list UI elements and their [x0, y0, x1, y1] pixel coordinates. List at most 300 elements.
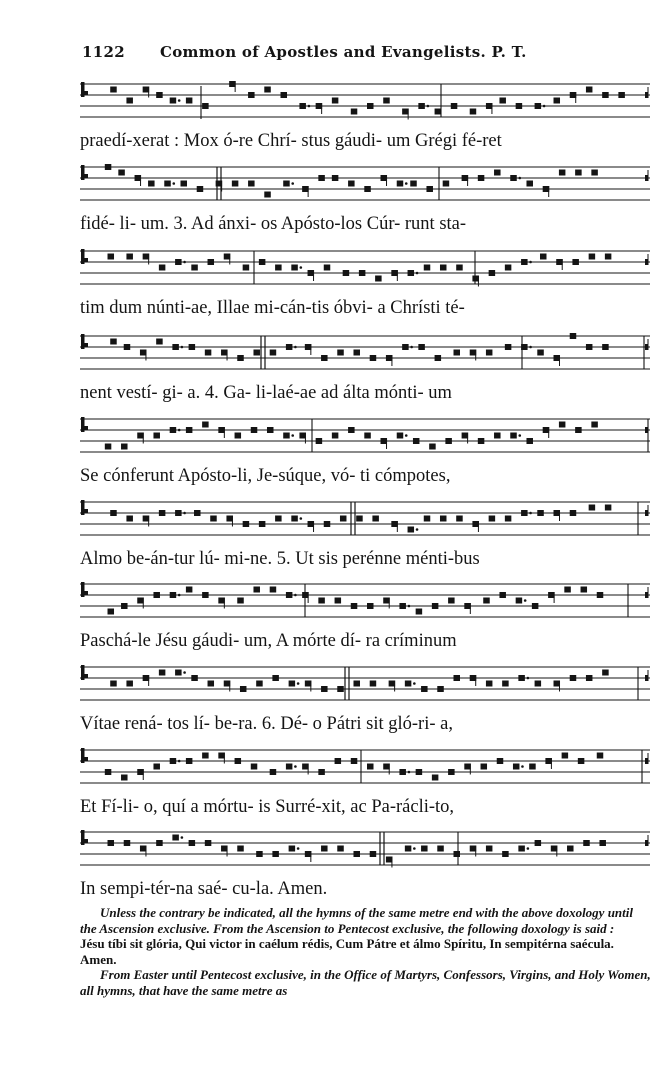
neume	[424, 516, 431, 522]
neume	[153, 592, 160, 598]
neume	[156, 840, 163, 846]
neume	[359, 270, 366, 276]
neume	[499, 592, 506, 598]
neume	[618, 92, 625, 98]
neume	[597, 753, 604, 759]
neume	[248, 92, 255, 98]
neume	[535, 103, 542, 109]
neume	[453, 675, 460, 681]
neume	[243, 265, 250, 271]
neume	[124, 344, 131, 350]
neume	[164, 181, 171, 187]
neume	[286, 344, 293, 350]
neume	[348, 181, 355, 187]
neume	[408, 270, 415, 276]
neume	[318, 175, 325, 181]
neume	[340, 516, 347, 522]
neume	[445, 438, 452, 444]
lyrics-line: In sempi-tér-na saé- cu-la. Amen.	[80, 879, 328, 899]
mora-dot	[178, 760, 181, 763]
neume	[110, 87, 117, 93]
neume	[289, 681, 296, 687]
lyrics-line: fidé- li- um. 3. Ad ánxi- os Apósto-los Cúr- runt sta-	[80, 214, 467, 234]
c-clef-icon	[81, 165, 85, 180]
neume	[364, 186, 371, 192]
c-clef-icon	[81, 665, 85, 680]
neume	[159, 670, 166, 676]
neume	[186, 758, 193, 764]
neume	[253, 587, 259, 593]
neume	[540, 254, 547, 260]
neume	[270, 587, 277, 593]
neume	[343, 270, 350, 276]
neume	[324, 521, 331, 527]
mora-dot	[172, 182, 175, 185]
mora-dot	[410, 346, 413, 349]
neume	[275, 516, 282, 522]
neume	[586, 87, 593, 93]
neume	[502, 851, 509, 857]
neume	[499, 98, 506, 104]
neume	[478, 175, 485, 181]
mora-dot	[543, 105, 546, 108]
neume	[586, 675, 593, 681]
rubric-paragraph-2: From Easter until Pentecost exclusive, in the Office of Martyrs, Confessors, Virgins, and Holy Women, all hymns, that have the same metre as	[80, 967, 651, 998]
neume	[602, 92, 609, 98]
neume	[448, 769, 455, 775]
neume	[205, 840, 212, 846]
neume	[413, 438, 420, 444]
neume	[240, 686, 247, 692]
neume	[510, 433, 516, 439]
mora-dot	[413, 847, 416, 850]
neume	[486, 350, 493, 356]
neume	[332, 433, 339, 439]
mora-dot	[518, 434, 521, 437]
neume	[264, 87, 271, 93]
neume	[402, 344, 409, 350]
neume	[416, 609, 423, 615]
neume	[367, 103, 374, 109]
neume	[489, 270, 496, 276]
page-number: 1122	[82, 43, 125, 61]
neume	[335, 598, 342, 604]
neume	[121, 603, 128, 609]
neume	[321, 686, 328, 692]
mora-dot	[294, 346, 297, 349]
neume	[126, 516, 133, 522]
lyrics-line: Se cónferunt Apósto-li, Je-súque, vó- ti cómpotes,	[80, 466, 451, 486]
neume	[289, 846, 296, 852]
neume	[110, 339, 117, 345]
neume	[170, 758, 177, 764]
chant-staff	[80, 328, 650, 380]
c-clef-icon	[81, 500, 85, 515]
mora-dot	[405, 182, 408, 185]
neume	[170, 427, 177, 433]
neume	[532, 603, 539, 609]
neume	[451, 103, 458, 109]
c-clef-icon	[84, 174, 88, 178]
mora-dot	[300, 517, 303, 520]
neume	[202, 592, 209, 598]
neume	[270, 769, 277, 775]
chant-system-4	[80, 328, 650, 408]
neume	[370, 681, 377, 687]
neume	[189, 344, 196, 350]
neume	[570, 675, 577, 681]
neume	[105, 164, 112, 170]
neume	[124, 840, 131, 846]
chant-staff	[80, 159, 650, 211]
neume	[153, 433, 160, 439]
mora-dot	[181, 836, 184, 839]
mora-dot	[291, 434, 294, 437]
neume	[121, 775, 128, 781]
neume	[470, 109, 477, 115]
c-clef-icon	[81, 830, 85, 845]
neume	[599, 840, 606, 846]
neume	[110, 510, 117, 516]
neume	[237, 598, 244, 604]
mora-dot	[181, 346, 184, 349]
neume	[526, 438, 533, 444]
neume	[559, 170, 566, 176]
neume	[121, 444, 128, 450]
neume	[435, 355, 442, 361]
neume	[397, 181, 404, 187]
chant-system-6	[80, 494, 650, 574]
neume	[256, 681, 263, 687]
neume	[478, 438, 485, 444]
neume	[578, 758, 585, 764]
neume	[156, 92, 163, 98]
chant-system-3	[80, 243, 650, 323]
neume	[554, 98, 561, 104]
neume	[105, 444, 112, 450]
neume	[605, 254, 612, 260]
neume	[535, 681, 542, 687]
neume	[108, 254, 115, 260]
neume	[172, 835, 179, 841]
neume	[283, 433, 290, 439]
neume	[194, 510, 201, 516]
neume	[259, 521, 266, 527]
neume	[126, 98, 133, 104]
neume	[170, 98, 177, 104]
neume	[324, 265, 331, 271]
lyrics-line: Paschá-le Jésu gáudi- um, A mórte dí- ra críminum	[80, 631, 457, 651]
neume	[321, 846, 328, 852]
neume	[318, 769, 325, 775]
neume	[259, 259, 266, 265]
neume	[529, 764, 536, 770]
neume	[275, 265, 282, 271]
neume	[197, 186, 204, 192]
mora-dot	[183, 512, 186, 515]
neume	[448, 598, 455, 604]
neume	[291, 265, 298, 271]
neume	[518, 846, 525, 852]
neume	[516, 598, 523, 604]
chant-system-9	[80, 742, 650, 822]
chant-system-5	[80, 411, 650, 491]
neume	[570, 510, 577, 516]
neume	[432, 603, 439, 609]
neume	[237, 846, 244, 852]
neume	[153, 764, 160, 770]
neume	[516, 103, 523, 109]
mora-dot	[183, 671, 186, 674]
mora-dot	[527, 677, 530, 680]
mora-dot	[294, 594, 297, 597]
c-clef-icon	[81, 417, 85, 432]
lyrics-line: Almo be-án-tur lú- mi-ne. 5. Ut sis perénne ménti-bus	[80, 549, 480, 569]
neume	[399, 603, 406, 609]
neume	[291, 516, 298, 522]
neume	[583, 840, 590, 846]
mora-dot	[416, 272, 419, 275]
neume	[418, 344, 425, 350]
mora-dot	[427, 105, 430, 108]
neume	[602, 344, 609, 350]
neume	[237, 355, 244, 361]
neume	[272, 675, 279, 681]
neume	[453, 350, 460, 356]
chant-system-10	[80, 824, 650, 904]
c-clef-icon	[84, 343, 88, 347]
neume	[235, 433, 242, 439]
mora-dot	[291, 182, 294, 185]
neume	[186, 587, 193, 593]
chant-system-2	[80, 159, 650, 239]
c-clef-icon	[81, 334, 85, 349]
neume	[510, 175, 516, 181]
neume	[251, 764, 257, 770]
mora-dot	[297, 847, 300, 850]
neume	[437, 846, 444, 852]
mora-dot	[178, 429, 181, 432]
neume	[537, 510, 544, 516]
neume	[267, 427, 274, 433]
neume	[248, 181, 255, 187]
neume	[270, 350, 277, 356]
neume	[494, 170, 501, 176]
chant-staff	[80, 576, 650, 628]
neume	[205, 350, 212, 356]
neume	[356, 516, 363, 522]
chant-staff	[80, 494, 650, 546]
neume	[253, 350, 259, 356]
mora-dot	[529, 512, 532, 515]
lyrics-line: nent vestí- gi- a. 4. Ga- li-laé-ae ad álta mónti- um	[80, 383, 452, 403]
neume	[189, 840, 196, 846]
c-clef-icon	[84, 426, 88, 430]
neume	[435, 109, 442, 115]
neume	[191, 265, 198, 271]
neume	[208, 681, 215, 687]
neume	[286, 592, 293, 598]
neume	[537, 350, 544, 356]
neume	[235, 758, 242, 764]
neume	[502, 681, 509, 687]
lyrics-line: Et Fí-li- o, quí a mórtu- is Surré-xit, ac Pa-rácli-to,	[80, 797, 455, 817]
neume	[589, 505, 596, 511]
neume	[370, 851, 377, 857]
neume	[564, 587, 571, 593]
neume	[483, 598, 490, 604]
neume	[591, 170, 598, 176]
mora-dot	[178, 99, 181, 102]
neume	[332, 98, 339, 104]
neume	[367, 764, 374, 770]
neume	[372, 516, 379, 522]
c-clef-icon	[81, 249, 85, 264]
neume	[299, 103, 306, 109]
neume	[489, 516, 496, 522]
chant-system-1	[80, 76, 650, 156]
lyrics-line: praedí-xerat : Mox ó-re Chrí- stus gáudi- um Grégi fé-ret	[80, 131, 502, 151]
neume	[591, 422, 598, 428]
c-clef-icon	[84, 509, 88, 513]
neume	[264, 192, 271, 198]
neume	[575, 170, 582, 176]
neume	[272, 851, 279, 857]
c-clef-icon	[84, 591, 88, 595]
neume	[353, 350, 360, 356]
neume	[602, 670, 609, 676]
neume	[367, 603, 374, 609]
lyrics-line: Vítae rená- tos lí- be-ra. 6. Dé- o Pátri sit gló-ri- a,	[80, 714, 453, 734]
mora-dot	[413, 682, 416, 685]
c-clef-icon	[84, 757, 88, 761]
neume	[432, 775, 439, 781]
neume	[159, 265, 166, 271]
mora-dot	[524, 599, 527, 602]
chant-staff	[80, 742, 650, 794]
neume	[351, 109, 358, 115]
neume	[170, 592, 177, 598]
c-clef-icon	[81, 582, 85, 597]
doxology-text: Jésu tíbi sit glória, Qui victor in caélum rédis, Cum Pátre et álmo Spíritu, In sempitérna saécula. Amen.	[80, 936, 614, 967]
neume	[397, 433, 404, 439]
neume	[575, 427, 582, 433]
neume	[348, 427, 355, 433]
chant-staff	[80, 411, 650, 463]
chant-staff	[80, 243, 650, 295]
neume	[337, 686, 344, 692]
neume	[364, 433, 371, 439]
neume	[108, 609, 115, 615]
neume	[408, 527, 415, 533]
neume	[286, 764, 293, 770]
neume	[175, 259, 182, 265]
neume	[494, 433, 501, 439]
neume	[110, 681, 117, 687]
neume	[418, 103, 425, 109]
neume	[453, 851, 460, 857]
neume	[589, 254, 596, 260]
neume	[421, 846, 428, 852]
neume	[497, 758, 504, 764]
neume	[597, 592, 604, 598]
c-clef-icon	[84, 674, 88, 678]
neume	[486, 681, 493, 687]
page-header	[82, 43, 652, 65]
neume	[256, 851, 263, 857]
neume	[180, 181, 187, 187]
mora-dot	[178, 594, 181, 597]
neume	[410, 181, 417, 187]
mora-dot	[408, 771, 411, 774]
c-clef-icon	[84, 91, 88, 95]
neume	[513, 764, 520, 770]
neume	[429, 444, 436, 450]
c-clef-icon	[84, 258, 88, 262]
neume	[481, 764, 488, 770]
neume	[440, 516, 447, 522]
neume	[316, 438, 323, 444]
neume	[337, 350, 344, 356]
rubric-paragraph-1: Unless the contrary be indicated, all the hymns of the same metre end with the above doxology until the Ascension exclusive. From the Ascension to Pentecost exclusive, the following doxology is said :	[80, 905, 633, 936]
neume	[424, 265, 431, 271]
neume	[416, 769, 423, 775]
neume	[567, 846, 574, 852]
neume	[232, 181, 239, 187]
mora-dot	[518, 177, 521, 180]
mora-dot	[529, 261, 532, 264]
neume	[172, 344, 179, 350]
neume	[351, 603, 358, 609]
neume	[581, 587, 588, 593]
neume	[572, 259, 579, 265]
neume	[375, 276, 382, 282]
c-clef-icon	[81, 748, 85, 763]
mora-dot	[529, 346, 532, 349]
neume	[175, 670, 182, 676]
neume	[399, 769, 406, 775]
mora-dot	[527, 847, 530, 850]
neume	[283, 181, 290, 187]
neume	[208, 259, 215, 265]
neume	[118, 170, 125, 176]
neume	[353, 681, 360, 687]
mora-dot	[408, 605, 411, 608]
neume	[159, 510, 166, 516]
mora-dot	[183, 261, 186, 264]
neume	[586, 344, 593, 350]
neume	[526, 181, 533, 187]
neume	[535, 840, 542, 846]
neume	[440, 265, 447, 271]
chant-system-8	[80, 659, 650, 739]
neume	[108, 840, 115, 846]
neume	[570, 333, 577, 339]
neume	[191, 675, 198, 681]
neume	[202, 103, 209, 109]
neume	[486, 846, 493, 852]
neume	[332, 175, 339, 181]
mora-dot	[294, 765, 297, 768]
neume	[321, 355, 328, 361]
neume	[521, 259, 528, 265]
neume	[405, 846, 412, 852]
neume	[281, 92, 288, 98]
neume	[202, 753, 209, 759]
neume	[351, 758, 358, 764]
neume	[148, 181, 155, 187]
neume	[562, 753, 569, 759]
